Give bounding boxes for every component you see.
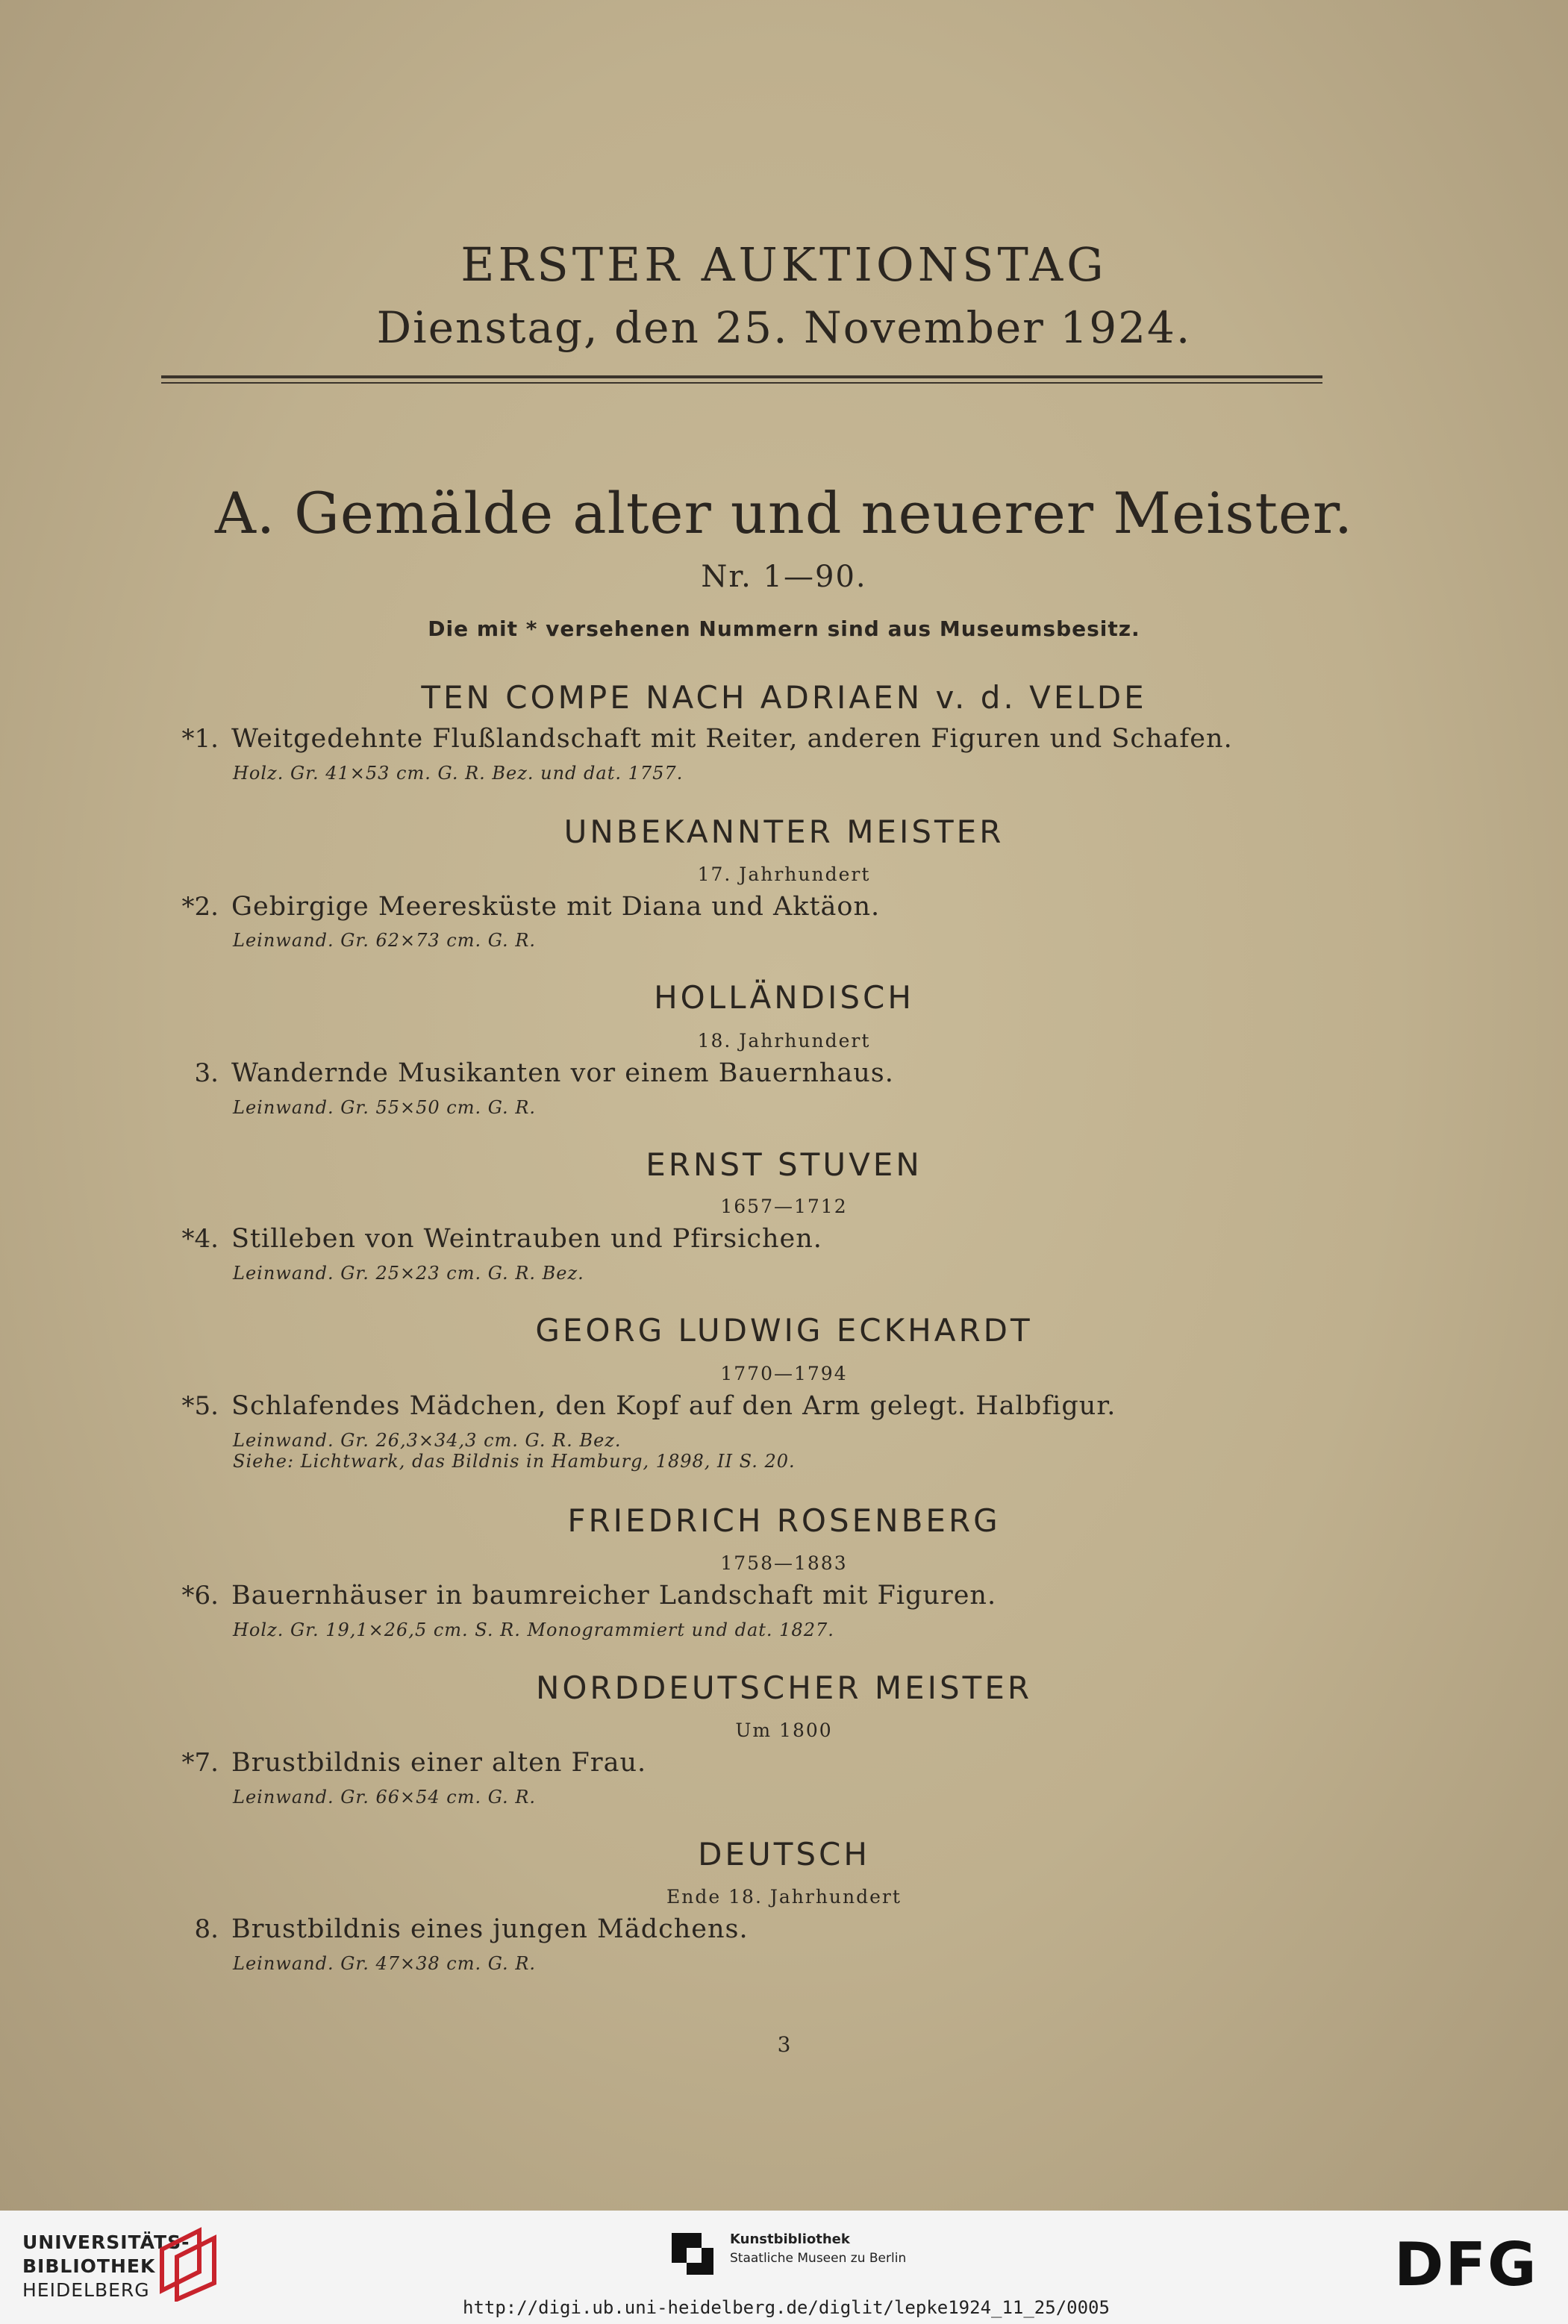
entry-title: Gebirgige Meeresküste mit Diana und Aktäon.	[231, 892, 881, 922]
entry-number: *7.	[181, 1748, 219, 1778]
ub-heidelberg-line3: HEIDELBERG	[22, 2279, 150, 2301]
ub-heidelberg-logo-icon	[158, 2227, 218, 2302]
entry-number: *6.	[181, 1581, 219, 1611]
museum-note: Die mit * versehenen Nummern sind aus Museumsbesitz.	[428, 616, 1140, 641]
artist-period: 17. Jahrhundert	[697, 863, 871, 885]
dfg-logo: DFG	[1394, 2230, 1538, 2299]
artist-name: DEUTSCH	[698, 1836, 870, 1872]
artist-name: GEORG LUDWIG ECKHARDT	[535, 1312, 1033, 1349]
artist-period: 1758—1883	[720, 1552, 848, 1574]
entry-details: Leinwand. Gr. 25×23 cm. G. R. Bez.	[233, 1263, 584, 1284]
entry-reference: Siehe: Lichtwark, das Bildnis in Hamburg, 1898, II S. 20.	[233, 1451, 796, 1472]
entry-number: 8.	[194, 1914, 219, 1944]
entry-details: Holz. Gr. 19,1×26,5 cm. S. R. Monogrammiert und dat. 1827.	[233, 1619, 834, 1640]
entry-number: *1.	[181, 724, 219, 754]
artist-name: TEN COMPE NACH ADRIAEN v. d. VELDE	[421, 679, 1147, 716]
artist-period: 1657—1712	[720, 1196, 848, 1217]
double-rule-top	[161, 375, 1322, 378]
entry-title: Wandernde Musikanten vor einem Bauernhaus.	[231, 1058, 894, 1088]
section-title: A. Gemälde alter und neuerer Meister.	[214, 480, 1354, 546]
artist-name: ERNST STUVEN	[646, 1146, 922, 1183]
auction-date: Dienstag, den 25. November 1924.	[376, 302, 1192, 353]
entry-title: Bauernhäuser in baumreicher Landschaft mit Figuren.	[231, 1581, 997, 1611]
footer-bar	[0, 2211, 1568, 2324]
entry-number: *5.	[181, 1391, 219, 1421]
entry-details: Leinwand. Gr. 66×54 cm. G. R.	[233, 1787, 537, 1808]
entry-title: Brustbildnis einer alten Frau.	[231, 1748, 647, 1778]
double-rule-bottom	[161, 382, 1322, 384]
entry-number: *4.	[181, 1224, 219, 1254]
entry-title: Weitgedehnte Flußlandschaft mit Reiter, anderen Figuren und Schafen.	[231, 724, 1233, 754]
entry-title: Brustbildnis eines jungen Mädchens.	[231, 1914, 749, 1944]
artist-name: HOLLÄNDISCH	[654, 979, 914, 1016]
kunstbibliothek-subtitle: Staatliche Museen zu Berlin	[730, 2251, 907, 2266]
artist-name: NORDDEUTSCHER MEISTER	[535, 1669, 1033, 1706]
entry-details: Leinwand. Gr. 26,3×34,3 cm. G. R. Bez.	[233, 1430, 622, 1451]
permalink-url[interactable]: http://digi.ub.uni-heidelberg.de/diglit/lepke1924_11_25/0005	[463, 2297, 1110, 2318]
auction-day-heading: ERSTER AUKTIONSTAG	[460, 237, 1108, 292]
entry-details: Leinwand. Gr. 47×38 cm. G. R.	[233, 1953, 537, 1974]
ub-heidelberg-line2: BIBLIOTHEK	[22, 2255, 156, 2277]
entry-number: *2.	[181, 892, 219, 922]
number-range: Nr. 1—90.	[701, 560, 867, 594]
page-number: 3	[777, 2032, 791, 2057]
ub-heidelberg-line1: UNIVERSITÄTS-	[22, 2231, 190, 2253]
entry-number: 3.	[194, 1058, 219, 1088]
artist-period: Um 1800	[735, 1719, 833, 1741]
kunstbibliothek-name: Kunstbibliothek	[730, 2231, 850, 2247]
entry-details: Holz. Gr. 41×53 cm. G. R. Bez. und dat. 1757.	[233, 763, 684, 784]
kunstbibliothek-logo-icon	[670, 2231, 715, 2276]
entry-details: Leinwand. Gr. 55×50 cm. G. R.	[233, 1097, 537, 1118]
artist-period: 1770—1794	[720, 1363, 848, 1384]
entry-title: Schlafendes Mädchen, den Kopf auf den Arm gelegt. Halbfigur.	[231, 1391, 1116, 1421]
entry-title: Stilleben von Weintrauben und Pfirsichen.	[231, 1224, 822, 1254]
artist-name: FRIEDRICH ROSENBERG	[567, 1502, 1001, 1539]
artist-name: UNBEKANNTER MEISTER	[563, 813, 1005, 850]
entry-details: Leinwand. Gr. 62×73 cm. G. R.	[233, 930, 537, 951]
artist-period: 18. Jahrhundert	[697, 1030, 871, 1052]
artist-period: Ende 18. Jahrhundert	[666, 1886, 902, 1908]
